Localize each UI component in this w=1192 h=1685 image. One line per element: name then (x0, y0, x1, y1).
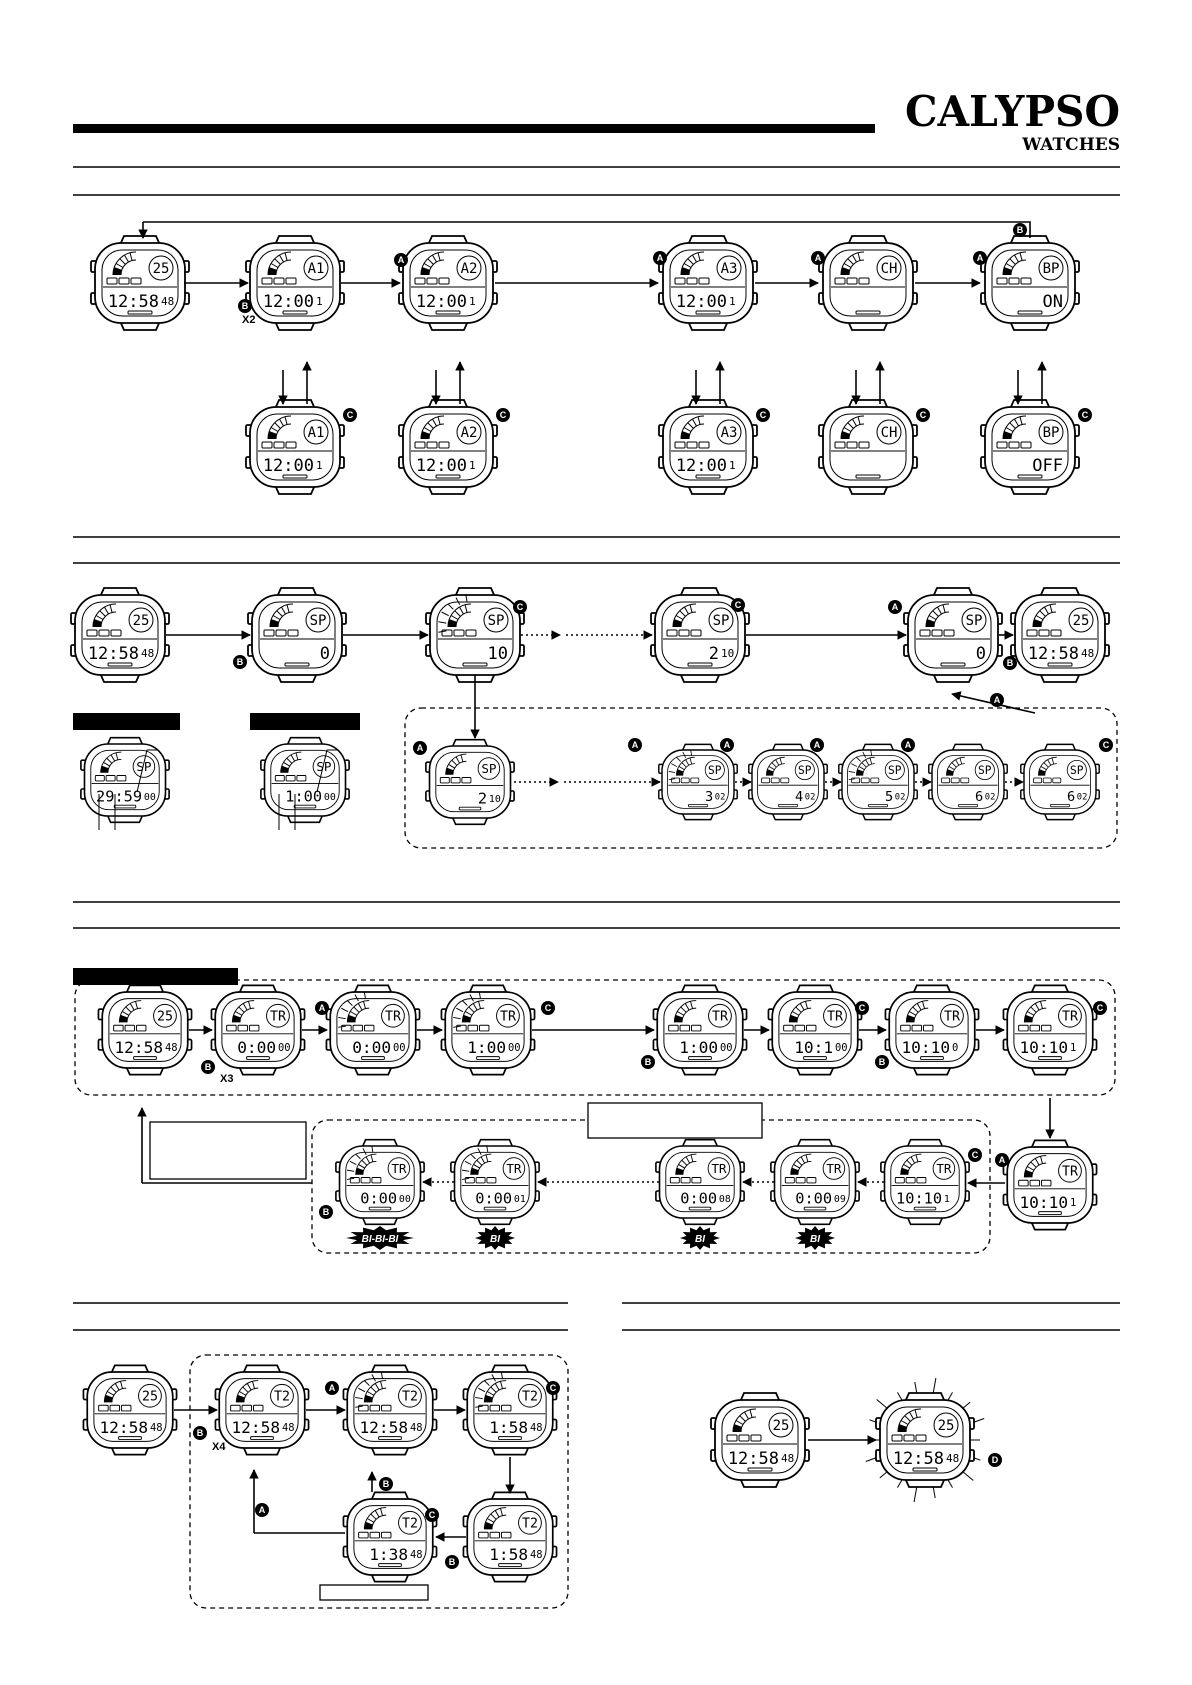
button-letter: A (998, 1155, 1006, 1166)
brand-logo-text: CALYPSO (905, 87, 1120, 136)
button-letter: B (196, 1428, 204, 1439)
watch-face (91, 236, 189, 330)
button-a-icon (628, 738, 642, 752)
mode-indicator: 25 (937, 1418, 955, 1434)
button-letter: C (971, 1150, 979, 1161)
watch-face (1011, 588, 1109, 682)
button-a-icon (888, 600, 902, 614)
seconds-digits: 1 (469, 459, 476, 472)
mode-indicator: TR (711, 1009, 728, 1025)
mode-indicator: TR (269, 1009, 286, 1025)
seconds-digits: 48 (1081, 647, 1095, 660)
beep-text: BI (695, 1234, 705, 1245)
button-c-icon (546, 1381, 560, 1395)
seconds-digits: 09 (833, 1193, 846, 1205)
watch-face (336, 1140, 424, 1225)
button-letter: C (516, 602, 524, 613)
label-bar (250, 713, 360, 730)
watch-face (866, 1378, 984, 1502)
button-letter: C (1102, 740, 1110, 751)
note-box (320, 1585, 428, 1600)
watch-face (246, 400, 344, 494)
button-letter: B (322, 1207, 330, 1218)
time-digits: 1:00 (679, 1037, 719, 1057)
watch-face (248, 588, 346, 682)
time-digits: 12:58 (359, 1417, 409, 1437)
mode-indicator: TR (943, 1009, 960, 1025)
seconds-digits: 08 (718, 1193, 731, 1205)
watch-face (399, 400, 497, 494)
watch-face (659, 400, 757, 494)
seconds-digits: 02 (984, 792, 996, 803)
watch-face (441, 985, 534, 1074)
mode-indicator: T2 (401, 1389, 418, 1405)
seconds-digits: 02 (804, 792, 816, 803)
watch-face (326, 985, 419, 1074)
seconds-digits: 1 (1069, 1041, 1077, 1054)
time-digits: 10:10 (1019, 1192, 1069, 1212)
time-digits: 12:00 (262, 456, 314, 476)
beep-burst-icon (475, 1226, 515, 1250)
watch-face (659, 744, 737, 819)
beep-burst-icon (795, 1226, 835, 1250)
seconds-digits: 1 (1069, 1196, 1077, 1209)
button-letter: C (544, 1003, 552, 1014)
seconds-digits: 00 (392, 1041, 406, 1054)
watch-face (653, 985, 746, 1074)
beep-burst-icon (680, 1226, 720, 1250)
button-a-icon (810, 738, 824, 752)
header (73, 87, 1120, 155)
mode-indicator: T2 (521, 1516, 538, 1532)
mode-indicator: A2 (460, 261, 478, 277)
seconds-digits: 1 (943, 1193, 950, 1205)
time-digits: 10:10 (901, 1037, 951, 1057)
watch-face (399, 236, 497, 330)
seconds-digits: 48 (946, 1452, 960, 1465)
button-letter: C (858, 1003, 866, 1014)
beep-burst-icon (346, 1226, 414, 1250)
button-b-icon (238, 299, 252, 313)
time-digits: 2 (477, 789, 488, 808)
mode-indicator: 25 (152, 261, 170, 277)
time-digits: 12:00 (675, 456, 727, 476)
mode-indicator: TR (499, 1009, 516, 1025)
button-a-icon (901, 738, 915, 752)
mode-indicator: A2 (460, 425, 478, 441)
button-a-icon (394, 253, 408, 267)
mode-indicator: 25 (772, 1418, 790, 1434)
diagram-content (71, 167, 1120, 1608)
time-digits: 0:00 (795, 1189, 833, 1208)
watch-face (1021, 744, 1099, 819)
button-letter: B (448, 1557, 456, 1568)
seconds-digits: 00 (719, 1041, 733, 1054)
watch-face (885, 985, 978, 1074)
seconds-digits: 10 (721, 647, 735, 660)
mode-indicator: T2 (521, 1389, 538, 1405)
seconds-digits: 00 (143, 791, 156, 803)
watch-face (98, 985, 191, 1074)
seconds-digits: 48 (781, 1452, 795, 1465)
mode-indicator: BP (1042, 425, 1060, 441)
seconds-digits: 00 (277, 1041, 291, 1054)
seconds-digits: 0 (951, 1041, 959, 1054)
button-letter: C (919, 410, 927, 421)
button-letter: B (644, 1057, 652, 1068)
time-digits: 0:00 (352, 1037, 392, 1057)
button-letter: B (382, 1479, 390, 1490)
time-digits: 1:00 (285, 787, 323, 806)
button-letter: B (1006, 658, 1014, 669)
button-a-icon (315, 1001, 329, 1015)
button-letter: A (814, 253, 822, 264)
mode-indicator: TR (826, 1009, 843, 1025)
mode-indicator: TR (506, 1161, 522, 1176)
button-a-icon (995, 1153, 1009, 1167)
button-letter: A (258, 1505, 266, 1516)
time-digits: ON (1042, 292, 1063, 312)
seconds-digits: 02 (1076, 792, 1088, 803)
seconds-digits: 48 (409, 1548, 423, 1561)
time-digits: 10:10 (896, 1189, 943, 1208)
beep-text: BI (490, 1234, 500, 1245)
time-digits: 12:00 (415, 292, 467, 312)
button-letter: A (993, 695, 1001, 706)
watch-face (904, 588, 1002, 682)
mode-indicator: T2 (401, 1516, 418, 1532)
mode-indicator: SP (136, 759, 152, 774)
button-letter: A (318, 1003, 326, 1014)
button-a-icon (325, 1381, 339, 1395)
watch-face (211, 985, 304, 1074)
mode-indicator: T2 (273, 1389, 290, 1405)
mode-indicator: SP (712, 613, 730, 629)
time-digits: 1:38 (369, 1544, 409, 1564)
button-c-icon (496, 408, 510, 422)
watch-face (463, 1492, 556, 1581)
seconds-digits: 00 (398, 1193, 411, 1205)
seconds-digits: 48 (529, 1421, 543, 1434)
mode-indicator: BP (1042, 261, 1060, 277)
time-digits: 10:10 (1019, 1037, 1069, 1057)
button-c-icon (756, 408, 770, 422)
mode-indicator: A3 (720, 261, 738, 277)
button-c-icon (1099, 738, 1113, 752)
watch-face (839, 744, 917, 819)
seconds-digits: 1 (469, 295, 476, 308)
button-b-icon (445, 1555, 459, 1569)
time-digits: 6 (1067, 789, 1076, 806)
seconds-digits: 1 (729, 459, 736, 472)
button-letter: C (759, 410, 767, 421)
button-letter: C (734, 600, 742, 611)
watch-face (451, 1140, 539, 1225)
button-a-icon (255, 1503, 269, 1517)
mode-indicator: TR (1061, 1164, 1078, 1180)
button-c-icon (1093, 1001, 1107, 1015)
button-letter: B (204, 1062, 212, 1073)
time-digits: 12:58 (107, 292, 159, 312)
mode-indicator: TR (391, 1161, 407, 1176)
button-letter: D (991, 1455, 999, 1466)
seconds-digits: 1 (316, 459, 323, 472)
press-count-label: X2 (242, 314, 256, 326)
watch-face (981, 400, 1079, 494)
press-count-label: X3 (220, 1073, 234, 1085)
watch-face (215, 1365, 308, 1454)
button-b-icon (1003, 656, 1017, 670)
time-digits: 2 (708, 644, 719, 664)
header-bar (73, 124, 875, 133)
note-box (588, 1103, 762, 1138)
watch-face (819, 400, 917, 494)
time-digits: 12:58 (99, 1417, 149, 1437)
time-digits: 1:00 (467, 1037, 507, 1057)
seconds-digits: 00 (507, 1041, 521, 1054)
button-c-icon (855, 1001, 869, 1015)
time-digits: 6 (975, 789, 984, 806)
watch-face (71, 588, 169, 682)
connector-line (143, 222, 1030, 238)
button-letter: A (904, 740, 912, 751)
time-digits: 1:58 (489, 1544, 529, 1564)
seconds-digits: 48 (161, 295, 175, 308)
beep-text: BI-BI-BI (361, 1234, 399, 1245)
button-a-icon (990, 693, 1004, 707)
button-letter: C (549, 1383, 557, 1394)
time-digits: 12:58 (892, 1449, 944, 1469)
button-letter: A (723, 740, 731, 751)
note-box (150, 1122, 306, 1179)
button-c-icon (731, 598, 745, 612)
watch-face (656, 1140, 744, 1225)
button-b-icon (193, 1426, 207, 1440)
button-d-icon (988, 1453, 1002, 1467)
time-digits: 10:1 (794, 1037, 834, 1057)
seconds-digits: 48 (164, 1041, 178, 1054)
button-letter: B (236, 657, 244, 668)
mode-indicator: SP (481, 761, 497, 776)
mode-indicator: SP (798, 764, 812, 777)
time-digits: 12:58 (114, 1037, 164, 1057)
seconds-digits: 48 (409, 1421, 423, 1434)
button-letter: A (416, 743, 424, 754)
button-a-icon (720, 738, 734, 752)
seconds-digits: 10 (488, 793, 501, 805)
mode-indicator: SP (1070, 764, 1084, 777)
time-digits: 12:00 (675, 292, 727, 312)
watch-face (343, 1365, 436, 1454)
button-letter: A (976, 253, 984, 264)
time-digits: 12:00 (415, 456, 467, 476)
mode-indicator: 25 (1072, 613, 1090, 629)
mode-indicator: SP (316, 759, 332, 774)
button-c-icon (916, 408, 930, 422)
mode-indicator: TR (936, 1161, 952, 1176)
seconds-digits: 01 (513, 1193, 526, 1205)
mode-indicator: 25 (156, 1009, 173, 1025)
mode-indicator: 25 (141, 1389, 158, 1405)
seconds-digits: 00 (834, 1041, 848, 1054)
seconds-digits: 48 (149, 1421, 163, 1434)
mode-indicator: SP (309, 613, 327, 629)
watch-face (426, 740, 514, 825)
button-b-icon (201, 1060, 215, 1074)
label-bar (73, 713, 180, 730)
mode-indicator: A1 (307, 425, 325, 441)
button-letter: C (1096, 1003, 1104, 1014)
watch-face (771, 1140, 859, 1225)
button-a-icon (653, 251, 667, 265)
mode-indicator: CH (880, 261, 898, 277)
watch-face (981, 236, 1079, 330)
button-c-icon (968, 1148, 982, 1162)
time-digits: 0 (975, 644, 986, 664)
button-b-icon (1013, 223, 1027, 237)
button-letter: C (346, 410, 354, 421)
button-c-icon (425, 1508, 439, 1522)
time-digits: 12:00 (262, 292, 314, 312)
button-letter: A (328, 1383, 336, 1394)
time-digits: 12:58 (87, 644, 139, 664)
seconds-digits: 02 (894, 792, 906, 803)
mode-indicator: TR (711, 1161, 727, 1176)
time-digits: 10 (487, 644, 508, 664)
mode-indicator: SP (487, 613, 505, 629)
mode-indicator: 25 (132, 613, 150, 629)
mode-indicator: TR (384, 1009, 401, 1025)
mode-indicator: A1 (307, 261, 325, 277)
watch-face (768, 985, 861, 1074)
button-b-icon (875, 1055, 889, 1069)
watch-face (463, 1365, 556, 1454)
press-count-label: X4 (212, 1441, 226, 1453)
mode-indicator: SP (978, 764, 992, 777)
time-digits: 12:58 (231, 1417, 281, 1437)
button-letter: C (1081, 410, 1089, 421)
button-c-icon (1078, 408, 1092, 422)
label-bar (73, 968, 238, 985)
watch-face (881, 1140, 969, 1225)
watch-face (749, 744, 827, 819)
time-digits: OFF (1032, 456, 1063, 476)
mode-indicator: TR (826, 1161, 842, 1176)
seconds-digits: 48 (529, 1548, 543, 1561)
button-letter: A (631, 740, 639, 751)
button-letter: A (656, 253, 664, 264)
mode-indicator: TR (1061, 1009, 1078, 1025)
button-letter: A (397, 255, 405, 266)
watch-face (246, 236, 344, 330)
button-b-icon (319, 1205, 333, 1219)
button-letter: B (878, 1057, 886, 1068)
time-digits: 29:59 (96, 787, 143, 806)
time-digits: 0 (319, 644, 330, 664)
watch-face (83, 1365, 176, 1454)
button-b-icon (641, 1055, 655, 1069)
seconds-digits: 48 (281, 1421, 295, 1434)
seconds-digits: 02 (714, 792, 726, 803)
seconds-digits: 48 (141, 647, 155, 660)
button-letter: C (428, 1510, 436, 1521)
mode-indicator: SP (888, 764, 902, 777)
seconds-digits: 00 (323, 791, 336, 803)
button-letter: B (241, 301, 249, 312)
button-c-icon (343, 408, 357, 422)
time-digits: 12:58 (727, 1449, 779, 1469)
watch-face (656, 236, 757, 330)
watch-face (1003, 985, 1096, 1074)
button-b-icon (233, 655, 247, 669)
button-letter: B (1016, 225, 1024, 236)
time-digits: 0:00 (360, 1189, 398, 1208)
watch-face (929, 744, 1007, 819)
watch-face (819, 236, 917, 330)
time-digits: 4 (795, 789, 804, 806)
seconds-digits: 1 (729, 295, 736, 308)
button-letter: A (813, 740, 821, 751)
mode-indicator: CH (880, 425, 898, 441)
mode-indicator: A3 (720, 425, 738, 441)
button-a-icon (413, 741, 427, 755)
watch-face (426, 588, 524, 682)
button-c-icon (541, 1001, 555, 1015)
watch-face (343, 1492, 436, 1581)
button-a-icon (811, 251, 825, 265)
brand-tagline: WATCHES (1022, 135, 1120, 155)
time-digits: 1:58 (489, 1417, 529, 1437)
mode-indicator: SP (965, 613, 983, 629)
time-digits: 3 (705, 789, 714, 806)
button-b-icon (379, 1477, 393, 1491)
watch-face (711, 1393, 809, 1487)
time-digits: 0:00 (680, 1189, 718, 1208)
button-a-icon (973, 251, 987, 265)
watch-face (1003, 1140, 1096, 1229)
seconds-digits: 1 (316, 295, 323, 308)
time-digits: 0:00 (475, 1189, 513, 1208)
mode-indicator: SP (708, 764, 722, 777)
button-c-icon (513, 600, 527, 614)
time-digits: 12:58 (1027, 644, 1079, 664)
time-digits: 0:00 (237, 1037, 277, 1057)
time-digits: 5 (885, 789, 894, 806)
button-letter: A (891, 602, 899, 613)
beep-text: BI (810, 1234, 820, 1245)
button-letter: C (499, 410, 507, 421)
